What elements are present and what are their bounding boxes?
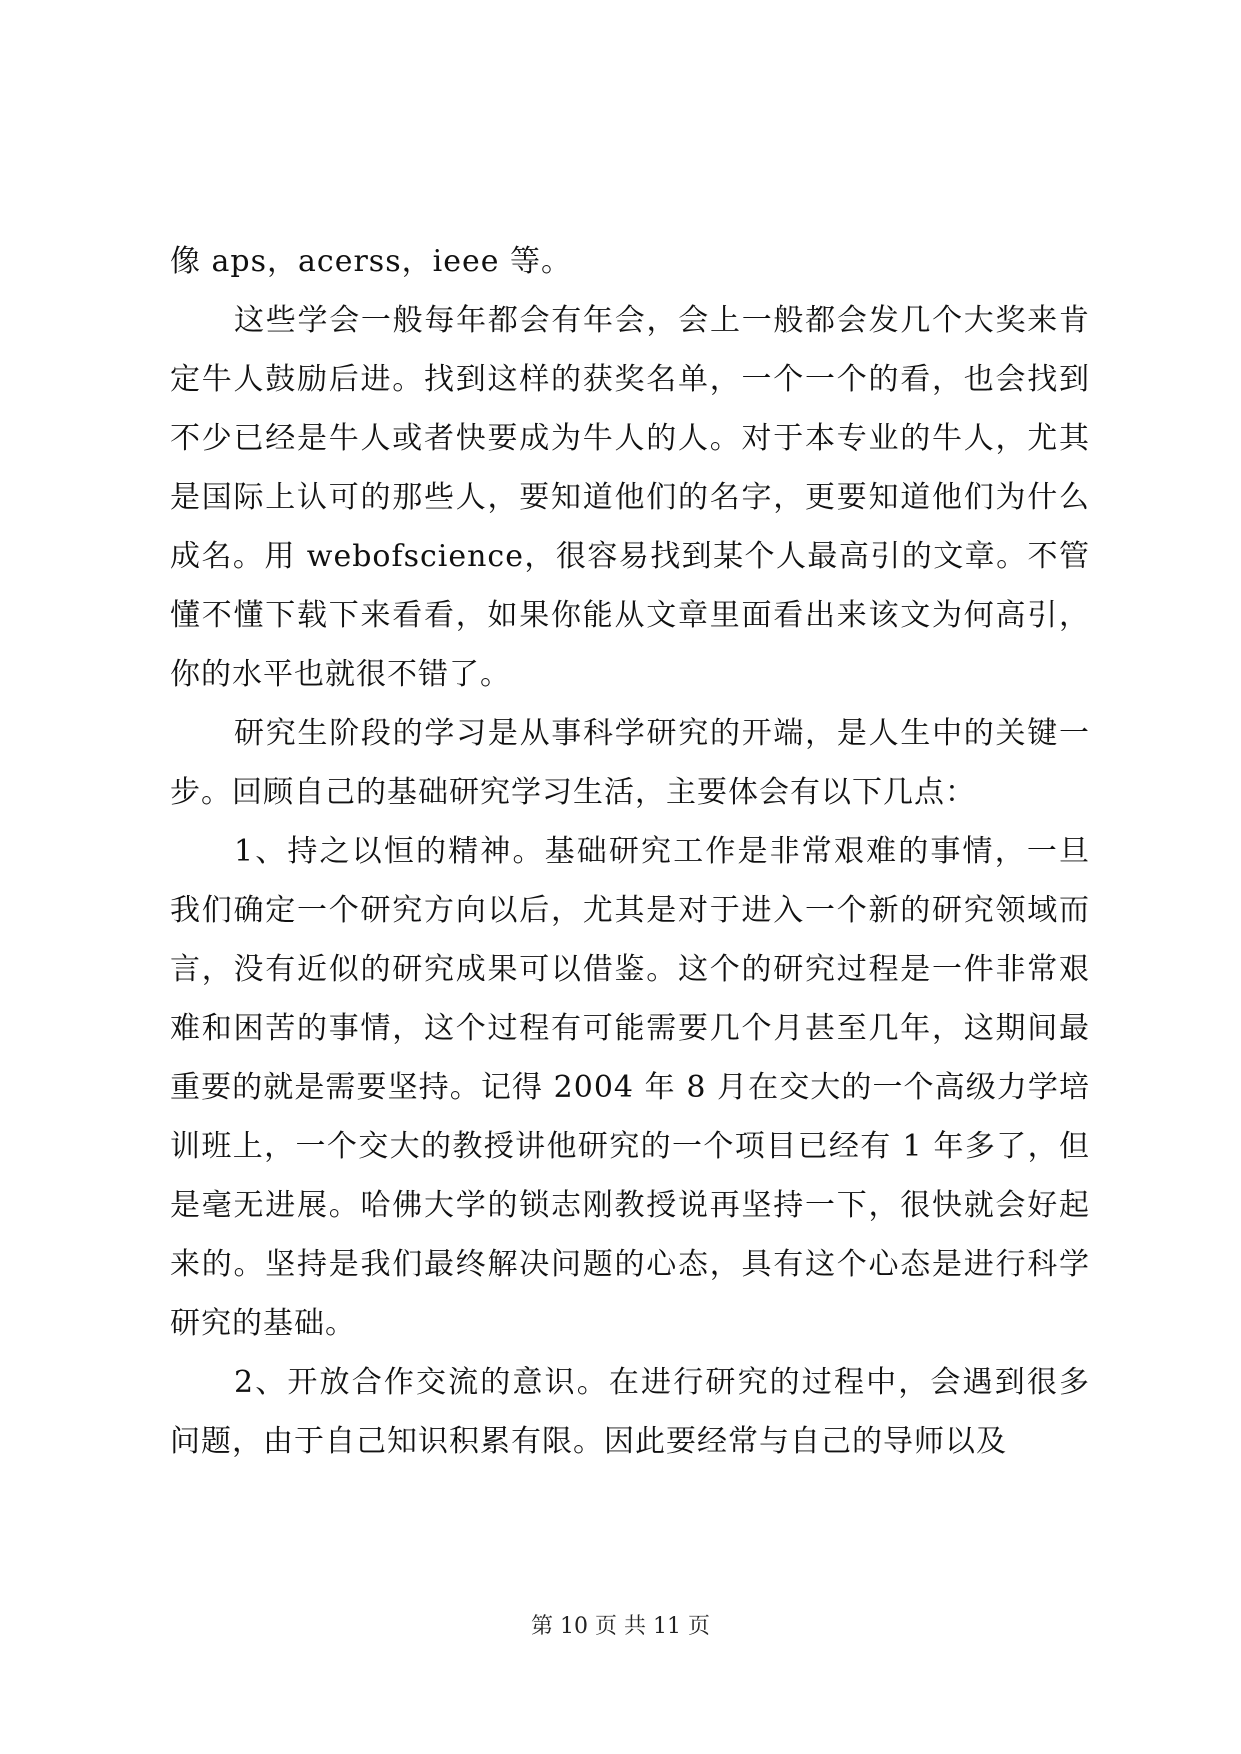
paragraph-4: 1、持之以恒的精神。基础研究工作是非常艰难的事情，一旦我们确定一个研究方向以后，尤其是对于进入一个新的研究领域而言，没有近似的研究成果可以借鉴。这个的研究过程是一件非常艰难和困苦的事情，这个过程有可能需要几个月甚至几年，这期间最重要的就是需要坚持。记得 2004 年 8 月在交大的一个高级力学培训班上，一个交大的教授讲他研究的一个项目已经有 1 年多了，但是毫无进展。哈佛大学的锁志刚教授说再坚持一下，很快就会好起来的。坚持是我们最终解决问题的心态，具有这个心态是进行科学研究的基础。 [170,834,1090,1341]
paragraph-1: 像 aps，acerss，ieee 等。 [170,244,572,279]
page-number-footer: 第 10 页 共 11 页 [531,1614,710,1639]
paragraph-3: 研究生阶段的学习是从事科学研究的开端，是人生中的关键一步。回顾自己的基础研究学习生活，主要体会有以下几点： [170,716,1090,810]
document-body [170,232,1090,1471]
paragraph-2: 这些学会一般每年都会有年会，会上一般都会发几个大奖来肯定牛人鼓励后进。找到这样的获奖名单，一个一个的看，也会找到不少已经是牛人或者快要成为牛人的人。对于本专业的牛人，尤其是国际上认可的那些人，要知道他们的名字，更要知道他们为什么成名。用 webofscience，很容易找到某个人最高引的文章。不管懂不懂下载下来看看，如果你能从文章里面看出来该文为何高引，你的水平也就很不错了。 [170,303,1090,692]
paragraph-5: 2、开放合作交流的意识。在进行研究的过程中，会遇到很多问题，由于自己知识积累有限。因此要经常与自己的导师以及 [170,1365,1090,1459]
